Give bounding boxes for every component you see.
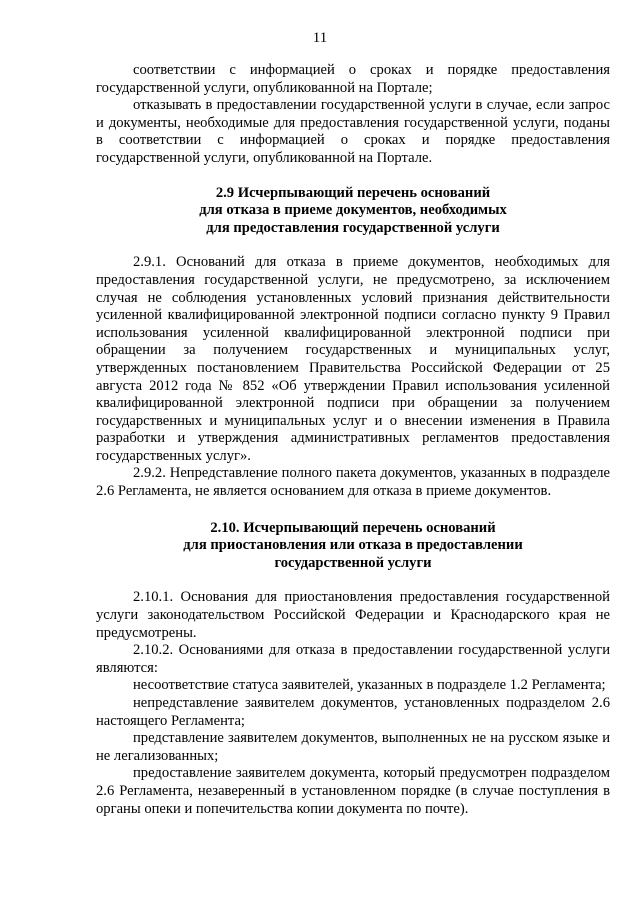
section-2-9-heading-line-2: для отказа в приеме документов, необходимых <box>199 202 507 219</box>
refusal-ground-3: представление заявителем документов, выполненных не на русском языке и не легализованных; <box>96 730 610 764</box>
section-2-9-heading <box>96 185 610 238</box>
section-2-9-heading-line-3: для предоставления государственной услуги <box>206 219 500 236</box>
refusal-ground-4: предоставление заявителем документа, который предусмотрен подразделом 2.6 Регламента, незаверенный в установленном порядке (в случае поступления в органы опеки и попечительства копии документа по почте). <box>96 765 610 817</box>
paragraph-2-9-1: 2.9.1. Оснований для отказа в приеме документов, необходимых для предоставления государственной услуги, не предусмотрено, за исключением случая не соблюдения установленных условий признания действительности усиленной квалифицированной электронной подписи согласно пункту 9 Правил использования усиленной квалифицированной электронной подписи при обращении за получением государственных и муниципальных услуг, утвержденных постановлением Правительства Российской Федерации от 25 августа 2012 года № 852 «Об утверждении Правил использования усиленной квалифицированной электронной подписи при обращении за получением государственных и муниципальных услуг и о внесении изменения в Правила разработки и утверждения административных регламентов предоставления государственных услуг». <box>96 254 610 464</box>
intro-paragraph-2: отказывать в предоставлении государственной услуги в случае, если запрос и документы, необходимые для предоставления государственной услуги, поданы в соответствии с информацией о сроках и порядке предоставления государственной услуги, опубликованной на Портале. <box>96 97 610 166</box>
paragraph-2-10-1: 2.10.1. Основания для приостановления предоставления государственной услуги законодательством Российской Федерации и Краснодарского края не предусмотрены. <box>96 589 610 641</box>
section-2-9-heading-line-1: 2.9 Исчерпывающий перечень оснований <box>215 184 491 201</box>
document-body <box>96 62 610 818</box>
section-2-10-heading-line-2: для приостановления или отказа в предоставлении <box>183 537 523 554</box>
section-2-10-heading-line-3: государственной услуги <box>274 554 432 571</box>
paragraph-2-9-2: 2.9.2. Непредставление полного пакета документов, указанных в подразделе 2.6 Регламента, не является основанием для отказа в приеме документов. <box>96 465 610 500</box>
refusal-ground-1: несоответствие статуса заявителей, указанных в подразделе 1.2 Регламента; <box>133 677 606 694</box>
section-2-10-heading-line-1: 2.10. Исчерпывающий перечень оснований <box>210 519 496 536</box>
page-number: 11 <box>312 30 328 46</box>
section-2-10-heading <box>96 520 610 573</box>
intro-paragraph-1: соответствии с информацией о сроках и порядке предоставления государственной услуги, опубликованной на Портале; <box>96 62 610 96</box>
paragraph-2-10-2: 2.10.2. Основаниями для отказа в предоставлении государственной услуги являются: <box>96 642 610 676</box>
refusal-ground-2: непредставление заявителем документов, установленных подразделом 2.6 настоящего Регламента; <box>96 695 610 729</box>
